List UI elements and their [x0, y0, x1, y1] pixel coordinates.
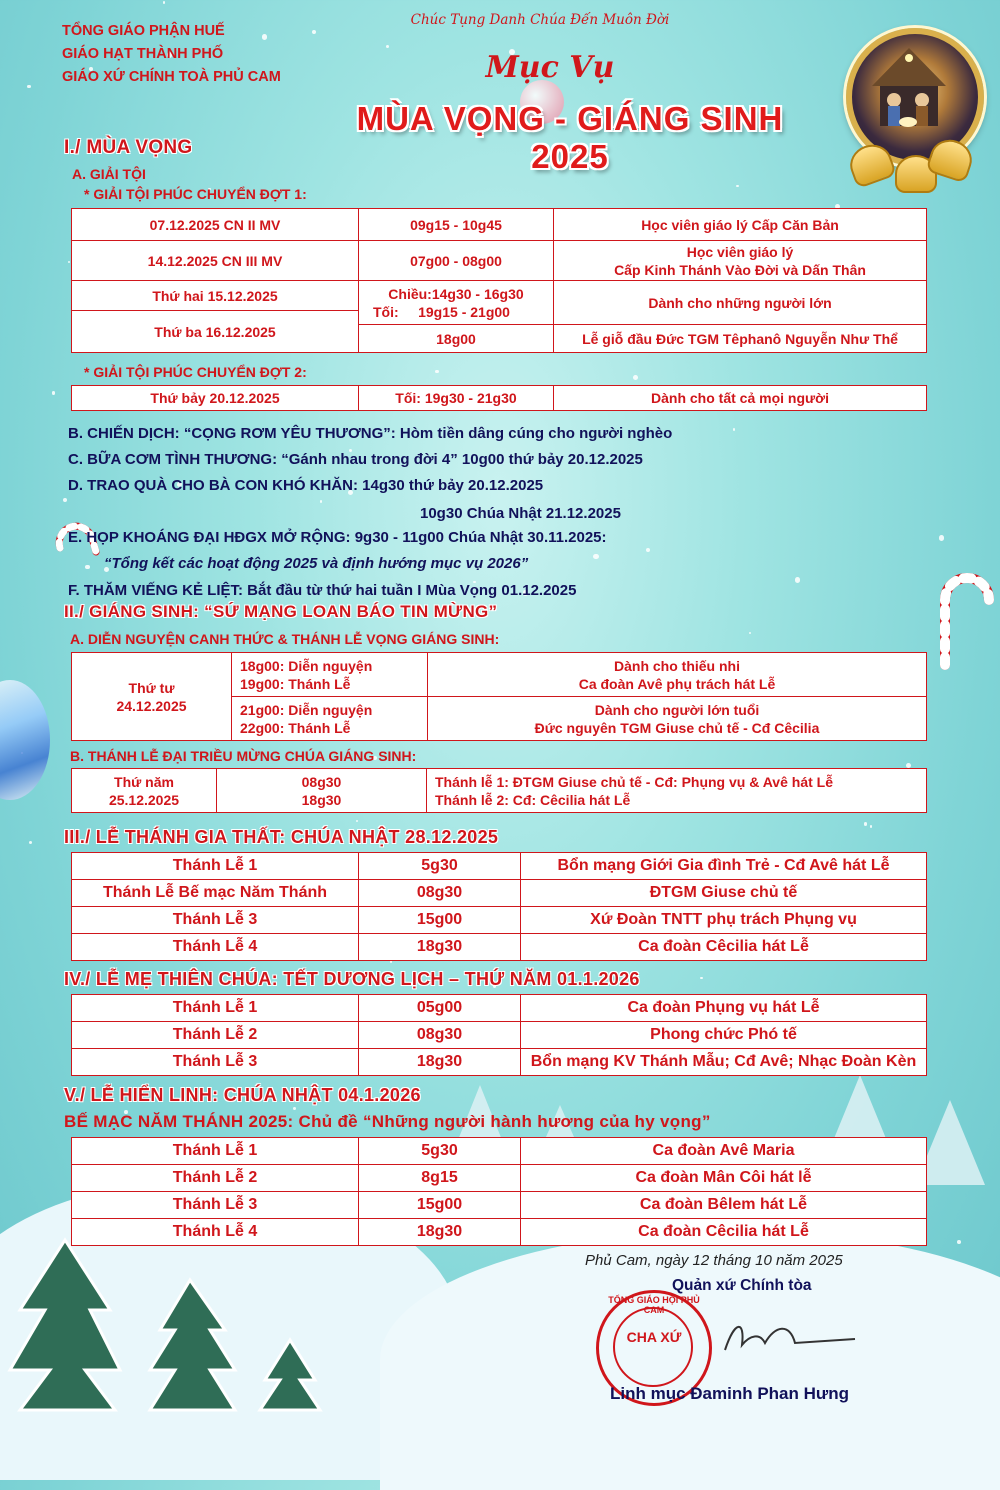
table-cell: Thánh Lễ 4	[72, 934, 359, 961]
gift-line: D. TRAO QUÀ CHO BÀ CON KHÓ KHĂN: 14g30 thứ bảy 20.12.2025	[68, 477, 544, 494]
section-heading: V./ LỄ HIỂN LINH: CHÚA NHẬT 04.1.2026	[64, 1085, 421, 1105]
table-cell: 18g30	[359, 934, 521, 961]
table-row	[72, 281, 927, 311]
priest-name: Linh mục Đaminh Phan Hưng	[610, 1384, 849, 1403]
snowflake-icon	[870, 825, 872, 827]
table-cell: Xứ Đoàn TNTT phụ trách Phụng vụ	[521, 907, 927, 934]
snowflake-icon	[633, 375, 638, 380]
cell-line: Tối: 19g15 - 21g00	[373, 303, 510, 320]
org-line: TỔNG GIÁO PHẬN HUẾ	[62, 23, 225, 39]
visit-line: F. THĂM VIẾNG KẺ LIỆT: Bắt đầu từ thứ hai tuần I Mùa Vọng 01.12.2025	[68, 582, 577, 599]
meal-line: C. BỮA CƠM TÌNH THƯƠNG: “Gánh nhau trong đời 4” 10g00 thứ bảy 20.12.2025	[68, 451, 643, 468]
cell-line: Đức nguyên TGM Giuse chủ tế - Cđ Cêcilia	[534, 719, 820, 736]
cell-line: 18g00: Diễn nguyện	[240, 657, 373, 674]
cell-line: 24.12.2025	[116, 697, 187, 714]
snowflake-icon	[646, 548, 650, 552]
cell-line: Ca đoàn Avê phụ trách hát Lễ	[578, 675, 776, 692]
table-cell	[232, 697, 428, 741]
new-year-table	[71, 994, 927, 1076]
table-row	[72, 769, 927, 813]
table-cell: Bổn mạng Giới Gia đình Trẻ - Cđ Avê hát Lễ	[521, 853, 927, 880]
meeting-theme: “Tổng kết các hoạt động 2025 và định hướng mục vụ 2026”	[104, 555, 529, 572]
subheading: A. GIẢI TỘI	[72, 166, 146, 182]
table-cell: 8g15	[359, 1165, 521, 1192]
table-cell	[428, 653, 927, 697]
table-cell: Bổn mạng KV Thánh Mẫu; Cđ Avê; Nhạc Đoàn Kèn	[521, 1049, 927, 1076]
snowflake-icon	[27, 85, 30, 88]
section-heading: II./ GIÁNG SINH: “SỨ MẠNG LOAN BÁO TIN MỪNG”	[64, 602, 498, 621]
cell-line: Thứ tư	[128, 679, 175, 696]
table-cell: Thánh Lễ 3	[72, 1192, 359, 1219]
table-cell: 14.12.2025 CN III MV	[72, 241, 359, 281]
section-heading: III./ LỄ THÁNH GIA THẤT: CHÚA NHẬT 28.12.2025	[64, 827, 499, 847]
table-cell: Dành cho những người lớn	[554, 281, 927, 325]
table-cell: Thánh Lễ 3	[72, 1049, 359, 1076]
table-row	[72, 907, 927, 934]
table-cell	[72, 653, 232, 741]
table-row	[72, 995, 927, 1022]
motto: Chúc Tụng Danh Chúa Đến Muôn Đời	[410, 12, 670, 28]
table-row	[72, 241, 927, 281]
table-cell: 5g30	[359, 1138, 521, 1165]
snowflake-icon	[63, 498, 67, 502]
subheading: B. THÁNH LỄ ĐẠI TRIỀU MỪNG CHÚA GIÁNG SINH:	[70, 748, 417, 764]
table-row	[72, 1138, 927, 1165]
cell-line: 21g00: Diễn nguyện	[240, 701, 373, 718]
table-cell	[427, 769, 927, 813]
table-cell: Học viên giáo lý Cấp Căn Bản	[554, 209, 927, 241]
subheading: * GIẢI TỘI PHÚC CHUYỂN ĐỢT 2:	[84, 364, 307, 380]
cell-line: 18g30	[301, 791, 342, 808]
snowflake-icon	[163, 1, 166, 4]
table-row	[72, 880, 927, 907]
cell-line: Thánh lễ 2: Cđ: Cêcilia hát Lễ	[435, 791, 631, 808]
cell-line: Dành cho thiếu nhi	[614, 657, 740, 674]
cell-line: 22g00: Thánh Lễ	[240, 719, 351, 736]
table-cell: 18g30	[359, 1219, 521, 1246]
snowflake-icon	[736, 185, 739, 188]
holy-family-table	[71, 852, 927, 961]
campaign-line: B. CHIẾN DỊCH: “CỌNG RƠM YÊU THƯƠNG”: Hòm tiền dâng cúng cho người nghèo	[68, 425, 673, 442]
subheading: * GIẢI TỘI PHÚC CHUYỂN ĐỢT 1:	[84, 186, 307, 202]
christmas-trees-icon	[0, 1230, 330, 1414]
table-cell: Thánh Lễ Bế mạc Năm Thánh	[72, 880, 359, 907]
table-cell: Ca đoàn Phụng vụ hát Lễ	[521, 995, 927, 1022]
table-cell: Thánh Lễ 1	[72, 995, 359, 1022]
table-cell: Thứ hai 15.12.2025	[72, 281, 359, 311]
table-cell: 07g00 - 08g00	[359, 241, 554, 281]
table-row	[72, 934, 927, 961]
table-cell: Ca đoàn Cêcilia hát Lễ	[521, 934, 927, 961]
table-cell: Thánh Lễ 1	[72, 853, 359, 880]
cell-line: Cấp Kinh Thánh Vào Đời và Dấn Thân	[614, 261, 866, 278]
snowflake-icon	[435, 370, 439, 374]
table-cell	[72, 769, 217, 813]
snowflake-icon	[52, 391, 56, 395]
table-cell	[554, 241, 927, 281]
snowflake-icon	[957, 1240, 961, 1244]
cell-line: Chiều:14g30 - 16g30	[388, 285, 524, 302]
section-heading: IV./ LỄ MẸ THIÊN CHÚA: TẾT DƯƠNG LỊCH – THỨ NĂM 01.1.2026	[64, 969, 640, 989]
table-cell	[232, 653, 428, 697]
snowflake-icon	[864, 822, 868, 826]
table-row	[72, 386, 927, 411]
confession-table-1	[71, 208, 927, 353]
vigil-table	[71, 652, 927, 741]
seal-ring-text: TỔNG GIÁO HỘI PHỦ CAM	[608, 1295, 700, 1315]
table-cell: Ca đoàn Bêlem hát Lễ	[521, 1192, 927, 1219]
table-row	[72, 853, 927, 880]
confession-table-2	[71, 385, 927, 411]
snowflake-icon	[939, 535, 945, 541]
table-cell: Phong chức Phó tế	[521, 1022, 927, 1049]
epiphany-table	[71, 1137, 927, 1246]
table-cell: Lễ giỗ đầu Đức TGM Têphanô Nguyễn Như Thể	[554, 325, 927, 353]
signer-role: Quản xứ Chính tòa	[672, 1277, 812, 1294]
table-cell	[217, 769, 427, 813]
table-row	[72, 1219, 927, 1246]
table-cell: Thứ ba 16.12.2025	[72, 311, 359, 353]
page-title: MÙA VỌNG - GIÁNG SINH 2025	[356, 100, 784, 175]
cell-line: 19g00: Thánh Lễ	[240, 675, 351, 692]
snowflake-icon	[386, 45, 389, 48]
meeting-line: E. HỌP KHOÁNG ĐẠI HĐGX MỞ RỘNG: 9g30 - 11g00 Chúa Nhật 30.11.2025:	[68, 529, 607, 546]
section-heading: I./ MÙA VỌNG	[64, 137, 193, 158]
table-cell: Thánh Lễ 1	[72, 1138, 359, 1165]
table-row	[72, 1192, 927, 1219]
table-cell: 15g00	[359, 907, 521, 934]
table-cell	[359, 281, 554, 325]
snowflake-icon	[68, 261, 70, 263]
signature-icon	[720, 1315, 860, 1355]
table-row	[72, 1049, 927, 1076]
snowflake-icon	[293, 1107, 296, 1110]
org-line: GIÁO HẠT THÀNH PHỐ	[62, 46, 224, 62]
table-cell: 07.12.2025 CN II MV	[72, 209, 359, 241]
table-cell: 05g00	[359, 995, 521, 1022]
gift-line-2: 10g30 Chúa Nhật 21.12.2025	[420, 505, 621, 522]
table-row	[72, 1022, 927, 1049]
table-cell: Thánh Lễ 4	[72, 1219, 359, 1246]
snowflake-icon	[749, 632, 751, 634]
table-cell: 08g30	[359, 880, 521, 907]
snowflake-icon	[320, 500, 322, 502]
table-cell: ĐTGM Giuse chủ tế	[521, 880, 927, 907]
snowflake-icon	[29, 841, 32, 844]
candy-cane-icon	[925, 560, 1000, 670]
snowflake-icon	[593, 554, 599, 560]
page-subtitle: Mục Vụ	[485, 50, 615, 85]
table-cell: Tối: 19g30 - 21g30	[359, 386, 554, 411]
table-cell: Thứ bảy 20.12.2025	[72, 386, 359, 411]
seal-inner-ring	[613, 1307, 693, 1387]
table-cell: Ca đoàn Mân Côi hát lễ	[521, 1165, 927, 1192]
christmas-day-table	[71, 768, 927, 813]
table-cell: Thánh Lễ 2	[72, 1165, 359, 1192]
table-cell: Ca đoàn Avê Maria	[521, 1138, 927, 1165]
table-row	[72, 1165, 927, 1192]
table-row	[72, 653, 927, 697]
table-cell: Thánh Lễ 3	[72, 907, 359, 934]
table-cell: Thánh Lễ 2	[72, 1022, 359, 1049]
table-cell: Ca đoàn Cêcilia hát Lễ	[521, 1219, 927, 1246]
organization-block	[62, 20, 322, 89]
table-cell: 09g15 - 10g45	[359, 209, 554, 241]
signing-date: Phủ Cam, ngày 12 tháng 10 năm 2025	[585, 1252, 843, 1269]
org-line: GIÁO XỨ CHÍNH TOÀ PHỦ CAM	[62, 69, 281, 85]
table-cell: 18g30	[359, 1049, 521, 1076]
table-row	[72, 209, 927, 241]
cell-line: Dành cho người lớn tuổi	[594, 701, 760, 718]
cell-line: 25.12.2025	[108, 791, 180, 808]
nativity-scene-icon	[852, 34, 966, 148]
cell-line: Học viên giáo lý	[686, 243, 794, 260]
table-cell: Dành cho tất cả mọi người	[554, 386, 927, 411]
table-cell: 15g00	[359, 1192, 521, 1219]
seal-text: CHA XỨ	[626, 1329, 682, 1345]
table-cell: 08g30	[359, 1022, 521, 1049]
snowflake-icon	[356, 820, 358, 822]
cell-line: Thánh lễ 1: ĐTGM Giuse chủ tế - Cđ: Phụng vụ & Avê hát Lễ	[435, 773, 833, 790]
jubilee-theme: BẾ MẠC NĂM THÁNH 2025: Chủ đề “Những người hành hương của hy vọng”	[64, 1112, 711, 1131]
snowflake-icon	[85, 565, 89, 569]
cell-line: Thứ năm	[114, 773, 174, 790]
cell-line: 08g30	[301, 773, 342, 790]
table-cell: 5g30	[359, 853, 521, 880]
ornament-ball-icon	[0, 680, 50, 800]
snowflake-icon	[700, 977, 703, 980]
snowflake-icon	[733, 428, 736, 431]
subheading: A. DIỄN NGUYỆN CANH THỨC & THÁNH LỄ VỌNG GIÁNG SINH:	[70, 631, 500, 647]
table-cell: 18g00	[359, 325, 554, 353]
snowflake-icon	[795, 577, 801, 583]
table-cell	[428, 697, 927, 741]
